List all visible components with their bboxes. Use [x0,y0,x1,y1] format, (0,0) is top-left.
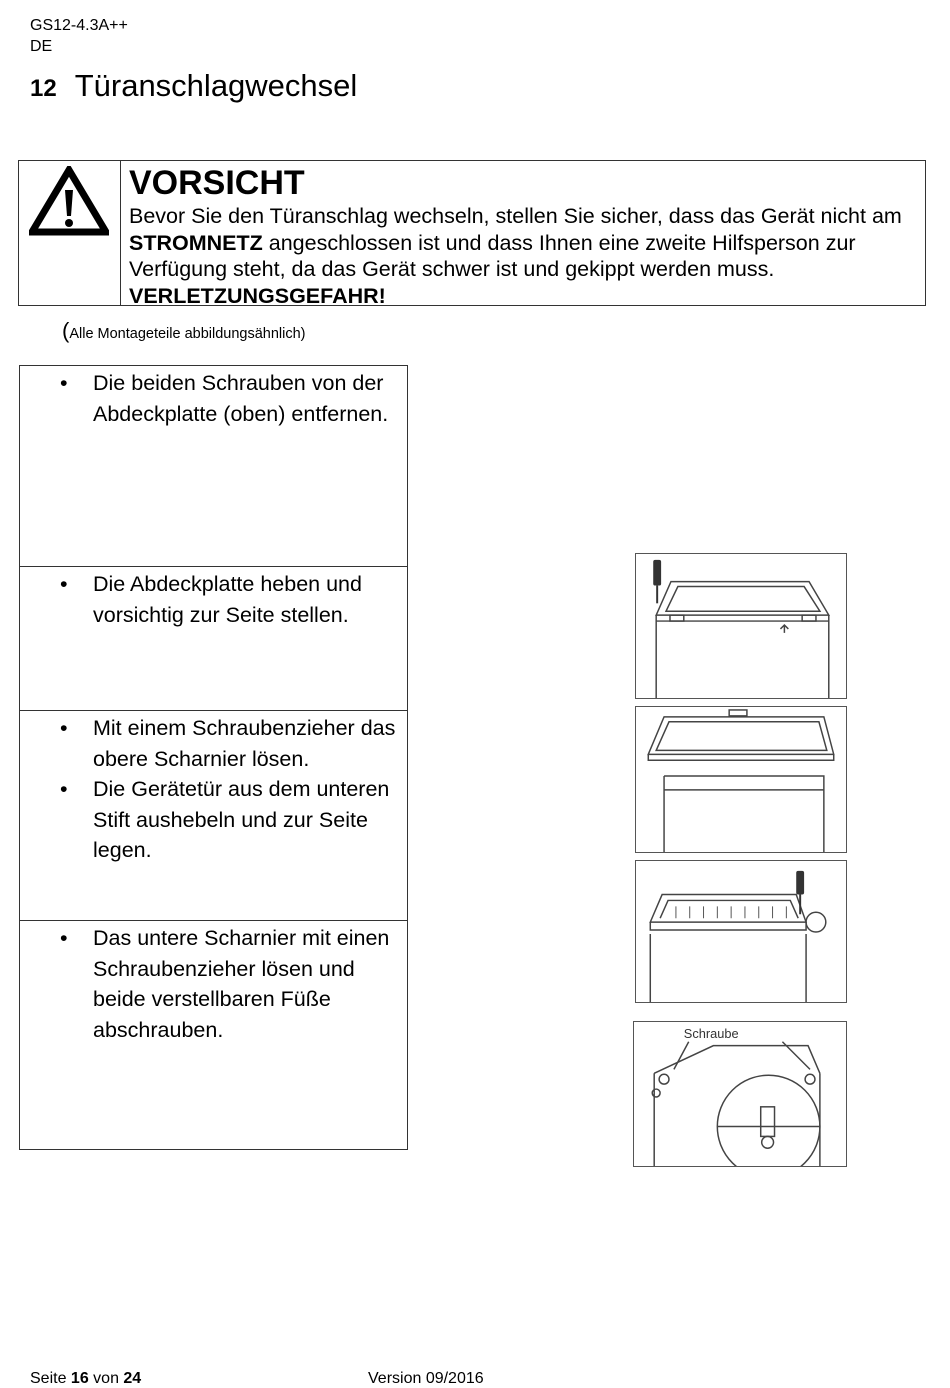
step-text: Das untere Scharnier mit einen Schraubenzieher lösen und beide verstellbaren Füße abschrauben. [93,926,390,1042]
step-row-3 [20,711,407,921]
step-item [20,713,407,774]
step-item [20,923,407,1045]
bullet: • [60,926,68,950]
document-version: Version 09/2016 [368,1370,484,1387]
screwdriver-icon [796,871,804,914]
warning-triangle-icon [29,166,109,236]
warning-body [129,203,919,309]
page-total: 24 [123,1370,142,1387]
step-row-4 [20,921,407,1149]
fridge-lower-hinge-illustration [634,1022,846,1166]
fridge-top-screwdriver-illustration [636,554,846,698]
page-current: 16 [70,1370,89,1387]
fridge-upper-hinge-illustration [636,861,846,1002]
section-number: 12 [30,75,57,102]
warning-icon-cell [19,161,121,305]
model-number: GS12-4.3A++ [30,17,128,34]
steps-table [19,365,408,1150]
bullet: • [60,777,68,801]
page-prefix: Seite [30,1370,71,1387]
note-paren: ( [62,318,70,343]
step-text: Die beiden Schrauben von der Abdeckplatte (oben) entfernen. [93,371,389,426]
warning-heading: VORSICHT [129,164,305,202]
figure-label-screw: Schraube [683,1025,739,1041]
bullet: • [60,572,68,596]
bullet: • [60,371,68,395]
language-code: DE [30,38,53,55]
step-item [20,368,407,429]
figure-upper-hinge [635,860,847,1003]
step-item [20,569,407,630]
figure-lower-hinge [633,1021,847,1167]
screwdriver-icon [653,560,661,603]
warning-text-part: Bevor Sie den Türanschlag wechseln, stellen Sie sicher, dass das Gerät nicht am [129,204,902,228]
bullet: • [60,716,68,740]
warning-box [18,160,926,306]
warning-text-cell [129,161,919,309]
step-text: Mit einem Schraubenzieher das obere Scharnier lösen. [93,716,396,771]
warning-emphasis-power: STROMNETZ [129,230,263,255]
warning-text-part: angeschlossen ist und dass Ihnen eine zweite Hilfsperson zur Verfügung steht, da das Gerät schwer ist und gekippt werden muss. [129,230,856,281]
section-title: Türanschlagwechsel [74,68,358,103]
figure-lift-cover [635,706,847,853]
section-heading [30,66,357,109]
note-text: Alle Montageteile abbildungsähnlich) [69,326,306,342]
step-text: Die Gerätetür aus dem unteren Stift aushebeln und zur Seite legen. [93,777,390,862]
parts-note [62,318,306,344]
page-mid: von [88,1370,124,1387]
fridge-cover-lifted-illustration [636,707,846,852]
step-row-1 [20,366,407,567]
step-item [20,774,407,866]
step-text: Die Abdeckplatte heben und vorsichtig zur Seite stellen. [93,572,362,627]
step-row-2 [20,567,407,711]
warning-emphasis-injury: VERLETZUNGSGEFAHR! [129,283,386,308]
page-number [30,1370,141,1388]
figure-remove-screws [635,553,847,699]
